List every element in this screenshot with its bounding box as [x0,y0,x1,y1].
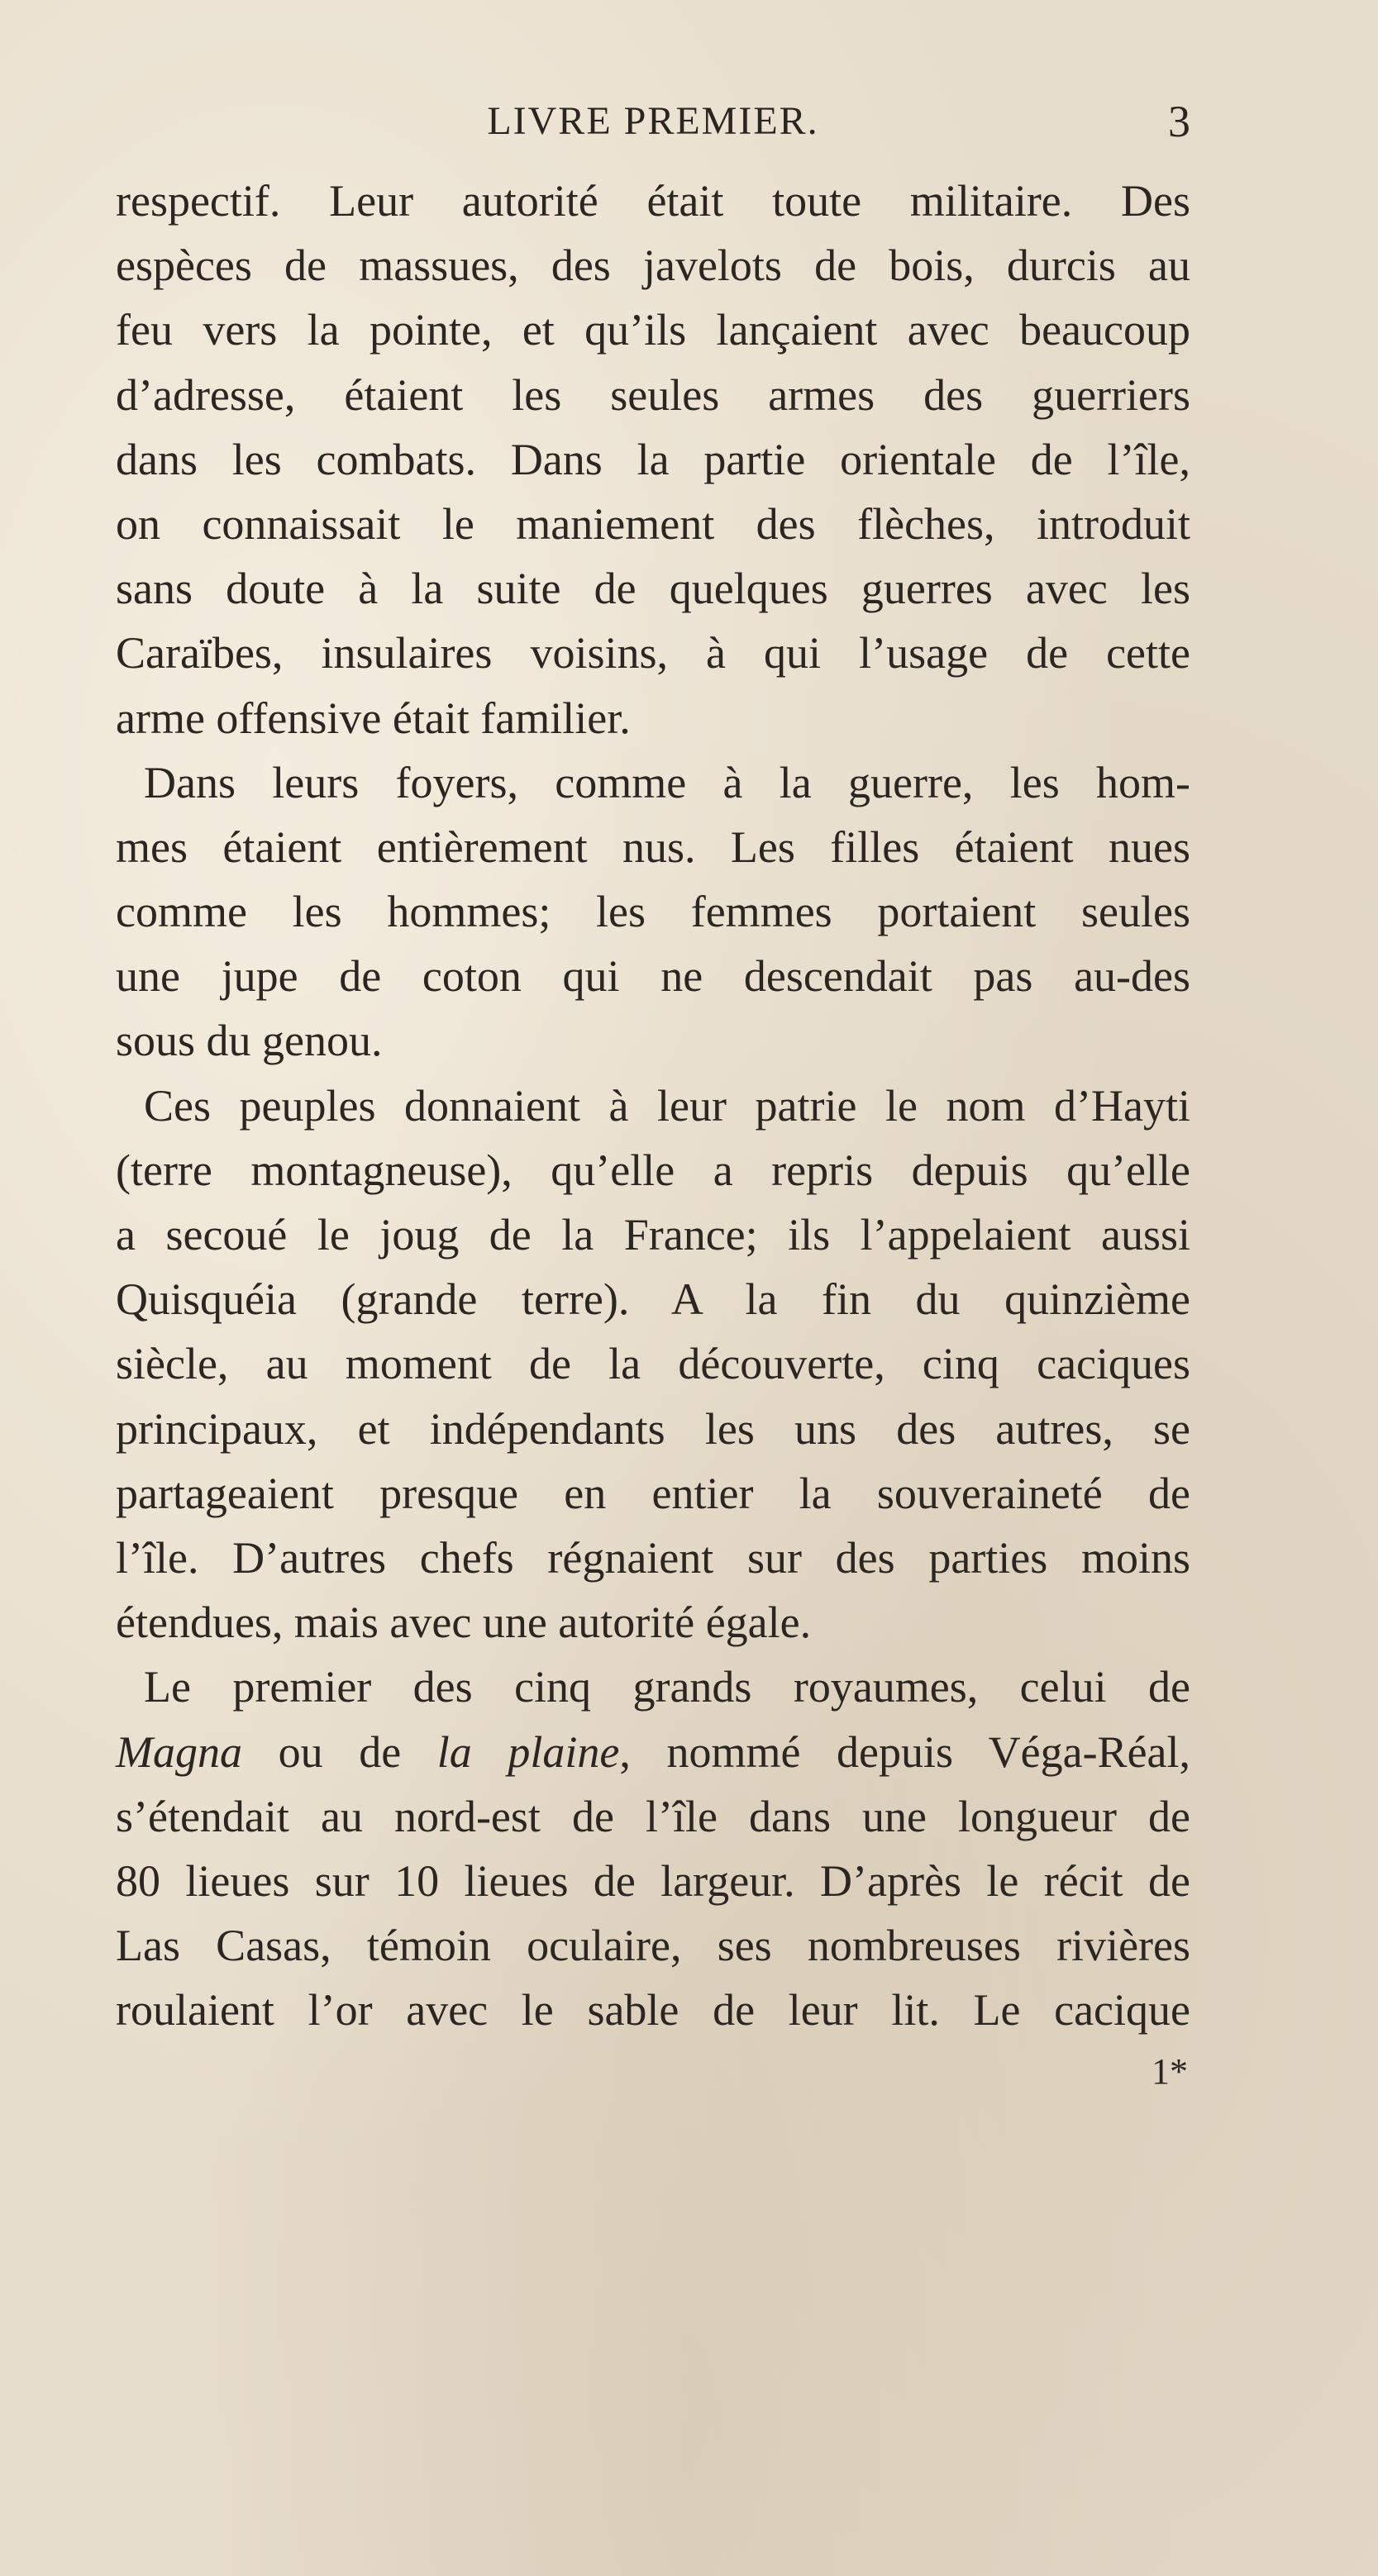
page-header [116,93,1190,150]
text-line: respectif. Leur autorité était toute militaire. Des [116,176,1190,226]
italic-term: la plaine [436,1726,620,1777]
text-line: partageaient presque en entier la souveraineté de [116,1468,1190,1518]
paragraph-2 [116,750,1190,1074]
text-line: l’île. D’autres chefs régnaient sur des parties moins [116,1532,1190,1583]
text-line: étendues, mais avec une autorité égale. [116,1598,812,1648]
text-line: Caraïbes, insulaires voisins, à qui l’usage de cette [116,628,1190,679]
text-line: une jupe de coton qui ne descendait pas au-des [116,951,1190,1002]
text-line: sous du genou. [116,1016,383,1066]
signature-mark: 1* [1152,2051,1188,2092]
text-line: sans doute à la suite de quelques guerres avec les [116,564,1190,614]
text-line: a secoué le joug de la France; ils l’appelaient aussi [116,1210,1190,1259]
page-number: 3 [1168,97,1190,146]
text-line: (terre montagneuse), qu’elle a repris depuis qu’elle [116,1145,1190,1195]
text-line: espèces de massues, des javelots de bois, durcis au [116,240,1190,291]
text-line: feu vers la pointe, et qu’ils lançaient avec beaucoup [116,305,1190,355]
text-line: d’adresse, étaient les seules armes des guerriers [116,369,1190,420]
text-line: mes étaient entièrement nus. Les filles étaient nues [116,821,1190,872]
italic-term: Magna [116,1726,242,1777]
paragraph-1 [116,169,1190,750]
text-span: , nommé depuis Véga-Réal, [619,1726,1191,1777]
text-line: on connaissait le maniement des flèches, introduit [116,498,1190,549]
text-line: dans les combats. Dans la partie orientale de l’île, [116,434,1190,484]
text-line: Quisquéia (grande terre). A la fin du quinzième [116,1274,1190,1325]
paragraph-3 [116,1074,1190,1655]
text-line: siècle, au moment de la découverte, cinq caciques [116,1339,1190,1389]
text-line: Le premier des cinq grands royaumes, celui de [144,1662,1190,1712]
body-text [116,169,1190,2042]
text-line: s’étendait au nord-est de l’île dans une longueur de [116,1791,1190,1841]
text-line: Ces peuples donnaient à leur patrie le nom d’Hayti [144,1080,1190,1131]
text-line: principaux, et indépendants les uns des autres, se [116,1403,1190,1454]
running-head: LIVRE PREMIER. [487,99,819,143]
text-line: Las Casas, témoin oculaire, ses nombreuses rivières [116,1921,1190,1971]
paragraph-4 [116,1655,1190,2042]
text-line: arme offensive était familier. [116,693,631,743]
text-span: ou de [278,1726,402,1777]
text-line: 80 lieues sur 10 lieues de largeur. D’après le récit de [116,1855,1190,1906]
text-line: roulaient l’or avec le sable de leur lit. Le cacique [116,1985,1190,2036]
text-line: comme les hommes; les femmes portaient seules [116,887,1190,937]
text-line-mixed [116,1720,1190,1784]
text-line: Dans leurs foyers, comme à la guerre, les hom- [144,757,1190,807]
